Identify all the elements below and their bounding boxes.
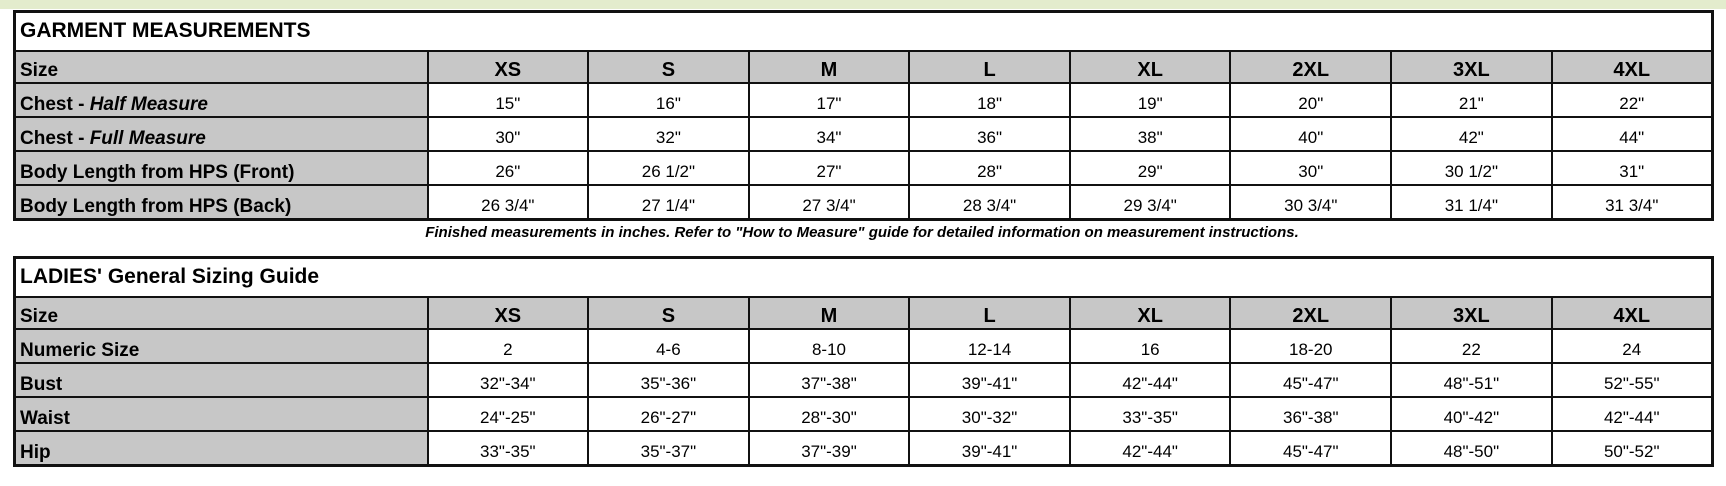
size-header-4xl: 4XL [1552,297,1713,329]
row-label [15,329,428,363]
table-cell: 26 3/4" [428,185,589,220]
table-cell: 8-10 [749,329,910,363]
table-cell: 30 1/2" [1391,151,1552,185]
row-label-text: Body Length from HPS (Back) [20,196,292,217]
row-label-emphasis: Half Measure [89,94,208,115]
table-row [15,117,1713,151]
row-label [15,151,428,185]
table-cell: 12-14 [909,329,1070,363]
table-cell: 30"-32" [909,397,1070,431]
row-label [15,83,428,117]
table-row [15,83,1713,117]
table-cell: 44" [1552,117,1713,151]
size-header-row [15,297,1713,329]
size-header-s: S [588,51,749,83]
table-cell: 45"-47" [1230,431,1391,466]
table-row [15,151,1713,185]
table-row [15,185,1713,220]
table-cell: 39"-41" [909,431,1070,466]
row-label-text: Waist [20,408,70,429]
table-cell: 33"-35" [1070,397,1231,431]
table-cell: 36"-38" [1230,397,1391,431]
size-header-xl: XL [1070,297,1231,329]
row-label [15,185,428,220]
table-cell: 31" [1552,151,1713,185]
table-cell: 28"-30" [749,397,910,431]
table-cell: 35"-37" [588,431,749,466]
table-cell: 40" [1230,117,1391,151]
table-cell: 42"-44" [1070,363,1231,397]
row-label [15,117,428,151]
table-cell: 20" [1230,83,1391,117]
table-cell: 30" [428,117,589,151]
table-cell: 4-6 [588,329,749,363]
table-cell: 17" [749,83,910,117]
table-cell: 28 3/4" [909,185,1070,220]
row-label-emphasis: Full Measure [89,128,206,149]
table-cell: 26" [428,151,589,185]
table-cell: 42"-44" [1552,397,1713,431]
table-cell: 37"-38" [749,363,910,397]
table-cell: 29 3/4" [1070,185,1231,220]
table-cell: 42" [1391,117,1552,151]
table-cell: 2 [428,329,589,363]
table-cell: 32" [588,117,749,151]
table-cell: 26 1/2" [588,151,749,185]
row-label-text: Bust [20,374,63,395]
table-cell: 45"-47" [1230,363,1391,397]
table-row [15,329,1713,363]
table-cell: 24 [1552,329,1713,363]
row-label-text: Chest - [20,128,90,149]
table-cell: 29" [1070,151,1231,185]
table-cell: 28" [909,151,1070,185]
size-header-2xl: 2XL [1230,297,1391,329]
row-label [15,363,428,397]
size-header-l: L [909,297,1070,329]
top-color-strip [0,0,1726,9]
table-cell: 50"-52" [1552,431,1713,466]
table-cell: 31 3/4" [1552,185,1713,220]
table-cell: 35"-36" [588,363,749,397]
size-header-row [15,51,1713,83]
table-cell: 16" [588,83,749,117]
table-title: GARMENT MEASUREMENTS [15,12,1713,52]
table-cell: 39"-41" [909,363,1070,397]
table-cell: 16 [1070,329,1231,363]
table-cell: 15" [428,83,589,117]
table-cell: 27 1/4" [588,185,749,220]
row-label-text: Chest - [20,94,90,115]
table-cell: 40"-42" [1391,397,1552,431]
table-cell: 52"-55" [1552,363,1713,397]
table-cell: 48"-50" [1391,431,1552,466]
size-header-2xl: 2XL [1230,51,1391,83]
row-label-text: Numeric Size [20,340,140,361]
row-label [15,397,428,431]
table-cell: 36" [909,117,1070,151]
row-label-text: Hip [20,442,51,463]
table-row [15,363,1713,397]
table-cell: 24"-25" [428,397,589,431]
table-cell: 26"-27" [588,397,749,431]
table-cell: 30 3/4" [1230,185,1391,220]
size-header-label: Size [15,51,428,83]
row-label-text: Body Length from HPS (Front) [20,162,295,183]
size-header-xs: XS [428,51,589,83]
row-label [15,431,428,466]
table-cell: 31 1/4" [1391,185,1552,220]
table-cell: 22 [1391,329,1552,363]
table-cell: 33"-35" [428,431,589,466]
table-cell: 38" [1070,117,1231,151]
ladies-sizing-table [13,256,1714,467]
table-cell: 30" [1230,151,1391,185]
size-header-xl: XL [1070,51,1231,83]
table-cell: 27" [749,151,910,185]
table-cell: 21" [1391,83,1552,117]
size-header-4xl: 4XL [1552,51,1713,83]
size-header-xs: XS [428,297,589,329]
size-header-3xl: 3XL [1391,297,1552,329]
table-title: LADIES' General Sizing Guide [15,258,1713,298]
table-cell: 34" [749,117,910,151]
size-header-m: M [749,51,910,83]
size-header-l: L [909,51,1070,83]
size-header-s: S [588,297,749,329]
table-cell: 18-20 [1230,329,1391,363]
table-cell: 27 3/4" [749,185,910,220]
table-cell: 37"-39" [749,431,910,466]
table-cell: 22" [1552,83,1713,117]
table-cell: 19" [1070,83,1231,117]
table-cell: 48"-51" [1391,363,1552,397]
table-cell: 18" [909,83,1070,117]
table-cell: 32"-34" [428,363,589,397]
table-row [15,431,1713,466]
size-header-label: Size [15,297,428,329]
table-row [15,397,1713,431]
size-header-m: M [749,297,910,329]
size-header-3xl: 3XL [1391,51,1552,83]
table-cell: 42"-44" [1070,431,1231,466]
garment-measurements-table [13,10,1714,221]
measurement-note: Finished measurements in inches. Refer to "How to Measure" guide for detailed information on measurement instructions. [425,224,1299,241]
